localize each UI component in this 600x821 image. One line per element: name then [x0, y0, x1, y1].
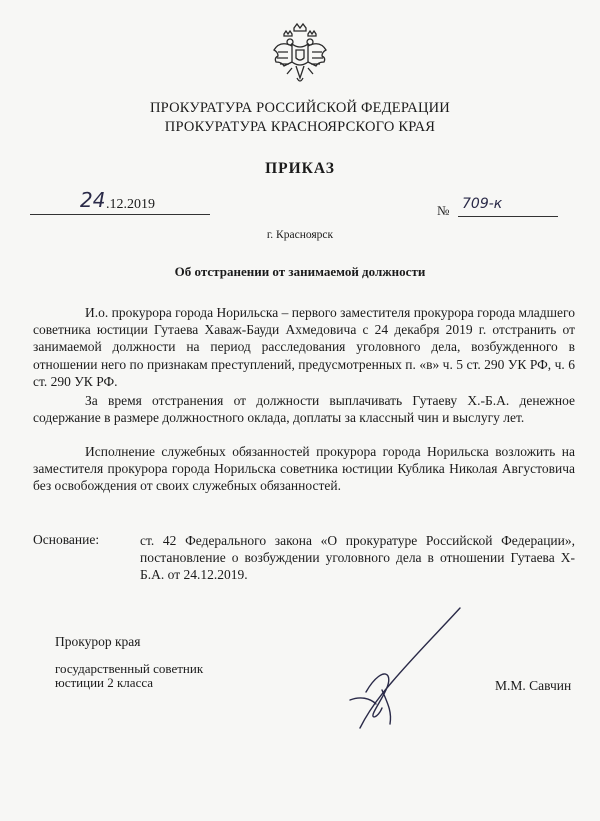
body-paragraph-3: Исполнение служебных обязанностей прокурора города Норильска возложить на заместителя прокурора города Норильска советника юстиции Кублика Николая Августовича без освобождения от своих служебных обязанностей.: [33, 444, 575, 494]
signatory-rank-line-1: государственный советник: [55, 661, 204, 676]
signatory-name: М.М. Савчин: [495, 678, 572, 693]
order-number-handwritten: 709-к: [462, 196, 503, 212]
order-subject-heading: Об отстранении от занимаемой должности: [174, 264, 426, 279]
organization-name-line-2: ПРОКУРАТУРА КРАСНОЯРСКОГО КРАЯ: [164, 119, 436, 135]
order-number-underline: [458, 216, 558, 217]
date-day-handwritten: 24: [80, 188, 106, 212]
basis-text: ст. 42 Федерального закона «О прокуратуре Российской Федерации», постановление о возбуждении уголовного дела в отношении Гутаева Х-Б.А. от 24.12.2019.: [140, 533, 575, 583]
document-type-title: ПРИКАЗ: [265, 160, 335, 177]
city-name: г. Красноярск: [266, 229, 334, 241]
handwritten-signature: [330, 600, 470, 735]
date-month-year: .12.2019: [106, 197, 155, 212]
organization-name-line-1: ПРОКУРАТУРА РОССИЙСКОЙ ФЕДЕРАЦИИ: [150, 100, 450, 116]
basis-label: Основание:: [33, 532, 100, 547]
signatory-rank-line-2: юстиции 2 класса: [55, 675, 154, 690]
body-paragraph-2: За время отстранения от должности выплачивать Гутаеву Х.-Б.А. денежное содержание в размере должностного оклада, доплаты за классный чин и выслугу лет.: [33, 393, 575, 426]
date-underline: [30, 214, 210, 215]
body-paragraph-1: И.о. прокурора города Норильска – первого заместителя прокурора города младшего советника юстиции Гутаева Хаваж-Бауди Ахмедовича с 24 декабря 2019 г. отстранить от занимаемой должности на период расследования уголовного дела, возбужденного в отношении него по признакам преступлений, предусмотренных п. «в» ч. 5 ст. 290 УК РФ, ч. 6 ст. 290 УК РФ.: [33, 305, 575, 389]
order-number-label: №: [437, 203, 450, 218]
signatory-title: Прокурор края: [55, 634, 141, 649]
coat-of-arms-emblem: [270, 22, 330, 92]
